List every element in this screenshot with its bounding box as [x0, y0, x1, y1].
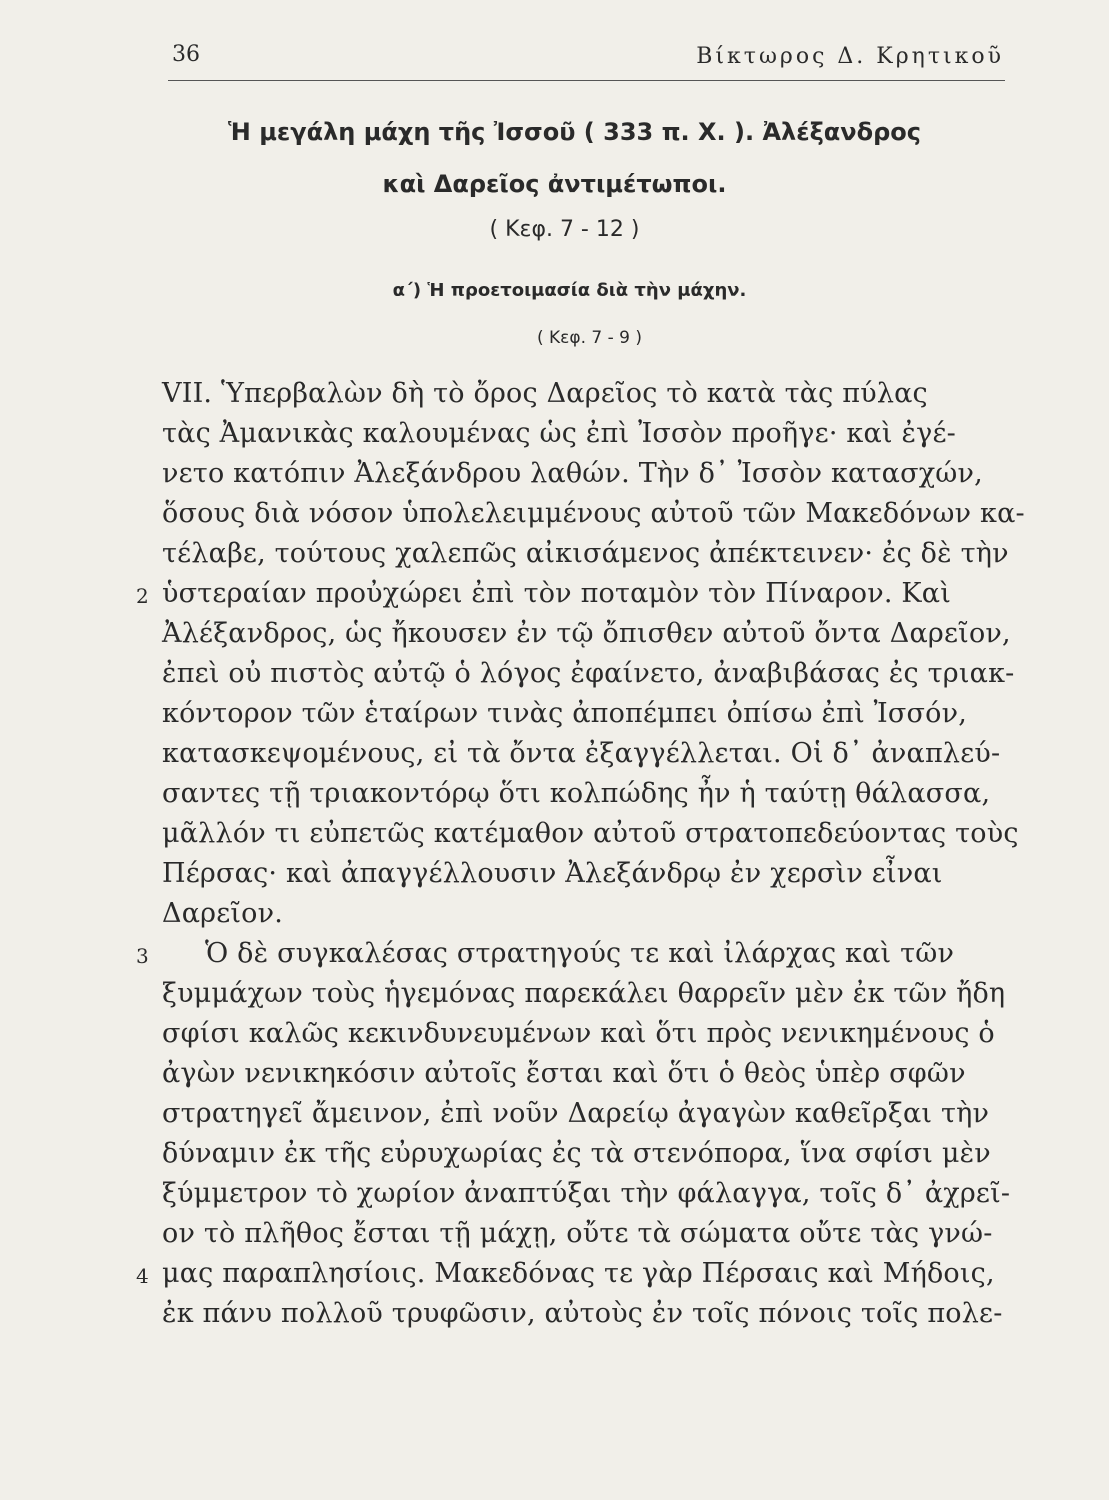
- text-line: κόντορον τῶν ἑταίρων τινὰς ἀποπέμπει ὀπίσω ἐπὶ Ἰσσόν,: [162, 698, 968, 729]
- text-line: ξυμμάχων τοὺς ἡγεμόνας παρεκάλει θαρρεῖν μὲν ἐκ τῶν ἤδη: [162, 978, 1006, 1009]
- subsection-title: α΄) Ἡ προετοιμασία διὰ τὴν μάχην.: [392, 280, 747, 301]
- text-line: μᾶλλόν τι εὐπετῶς κατέμαθον αὐτοῦ στρατοπεδεύοντας τοὺς: [162, 818, 1019, 849]
- heading-line-1: Ἡ μεγάλη μάχη τῆς Ἰσσοῦ ( 333 π. Χ. ). Ἀλέξανδρος: [228, 118, 921, 146]
- text-line: δύναμιν ἐκ τῆς εὐρυχωρίας ἐς τὰ στενόπορα, ἵνα σφίσι μὲν: [162, 1138, 991, 1169]
- margin-number-2: 2: [136, 584, 149, 608]
- text-line: Δαρεῖον.: [162, 898, 284, 929]
- text-line: Ὁ δὲ συγκαλέσας στρατηγούς τε καὶ ἰλάρχας καὶ τῶν: [205, 938, 955, 969]
- text-line: ξύμμετρον τὸ χωρίον ἀναπτύξαι τὴν φάλαγγα, τοῖς δ᾿ ἀχρεῖ-: [162, 1178, 1011, 1209]
- text-line: κατασκεψομένους, εἰ τὰ ὄντα ἐξαγγέλλεται. Οἱ δ᾿ ἀναπλεύ-: [162, 738, 1001, 769]
- margin-number-4: 4: [136, 1264, 149, 1288]
- text-line: ὅσους διὰ νόσον ὑπολελειμμένους αὐτοῦ τῶν Μακεδόνων κα-: [162, 498, 1025, 529]
- text-line: τέλαβε, τούτους χαλεπῶς αἰκισάμενος ἀπέκτεινεν· ἐς δὲ τὴν: [162, 538, 1009, 569]
- heading-line-2: καὶ Δαρεῖος ἀντιμέτωποι.: [382, 170, 727, 198]
- text-line: ον τὸ πλῆθος ἔσται τῇ μάχῃ, οὔτε τὰ σώματα οὔτε τὰς γνώ-: [162, 1218, 993, 1249]
- text-line: ἀγὼν νενικηκόσιν αὐτοῖς ἔσται καὶ ὅτι ὁ θεὸς ὑπὲρ σφῶν: [162, 1058, 966, 1089]
- text-line: Ἀλέξανδρος, ὡς ἤκουσεν ἐν τῷ ὄπισθεν αὐτοῦ ὄντα Δαρεῖον,: [162, 618, 1011, 649]
- text-line: τὰς Ἀμανικὰς καλουμένας ὡς ἐπὶ Ἰσσὸν προῆγε· καὶ ἐγέ-: [162, 418, 956, 449]
- text-line: σαντες τῇ τριακοντόρῳ ὅτι κολπώδης ἦν ἡ ταύτῃ θάλασσα,: [162, 778, 991, 809]
- text-line: μας παραπλησίοις. Μακεδόνας τε γὰρ Πέρσαις καὶ Μήδοις,: [162, 1258, 995, 1289]
- heading-chapters: ( Κεφ. 7 - 12 ): [489, 217, 640, 242]
- text-line: νετο κατόπιν Ἀλεξάνδρου λαθών. Τὴν δ᾿ Ἰσσὸν κατασχών,: [162, 458, 983, 489]
- text-line: ἐκ πάνυ πολλοῦ τρυφῶσιν, αὐτοὺς ἐν τοῖς πόνοις τοῖς πολε-: [162, 1298, 1003, 1329]
- text-line: ἐπεὶ οὐ πιστὸς αὐτῷ ὁ λόγος ἐφαίνετο, ἀναβιβάσας ἐς τριακ-: [162, 658, 1015, 689]
- header-rule: [168, 80, 1005, 81]
- running-title: Βίκτωρος Δ. Κρητικοῦ: [696, 44, 1004, 69]
- text-line: Πέρσας· καὶ ἀπαγγέλλουσιν Ἀλεξάνδρῳ ἐν χερσὶν εἶναι: [162, 858, 943, 889]
- text-line: ὑστεραίαν προὐχώρει ἐπὶ τὸν ποταμὸν τὸν Πίναρον. Καὶ: [162, 578, 952, 609]
- subsection-chapters: ( Κεφ. 7 - 9 ): [536, 328, 642, 348]
- text-line: σφίσι καλῶς κεκινδυνευμένων καὶ ὅτι πρὸς νενικημένους ὁ: [162, 1018, 995, 1049]
- text-line: VII. Ὑπερβαλὼν δὴ τὸ ὄρος Δαρεῖος τὸ κατὰ τὰς πύλας: [162, 378, 928, 409]
- margin-number-3: 3: [136, 944, 149, 968]
- page-number: 36: [172, 42, 200, 67]
- text-line: στρατηγεῖ ἄμεινον, ἐπὶ νοῦν Δαρείῳ ἀγαγὼν καθεῖρξαι τὴν: [162, 1098, 990, 1129]
